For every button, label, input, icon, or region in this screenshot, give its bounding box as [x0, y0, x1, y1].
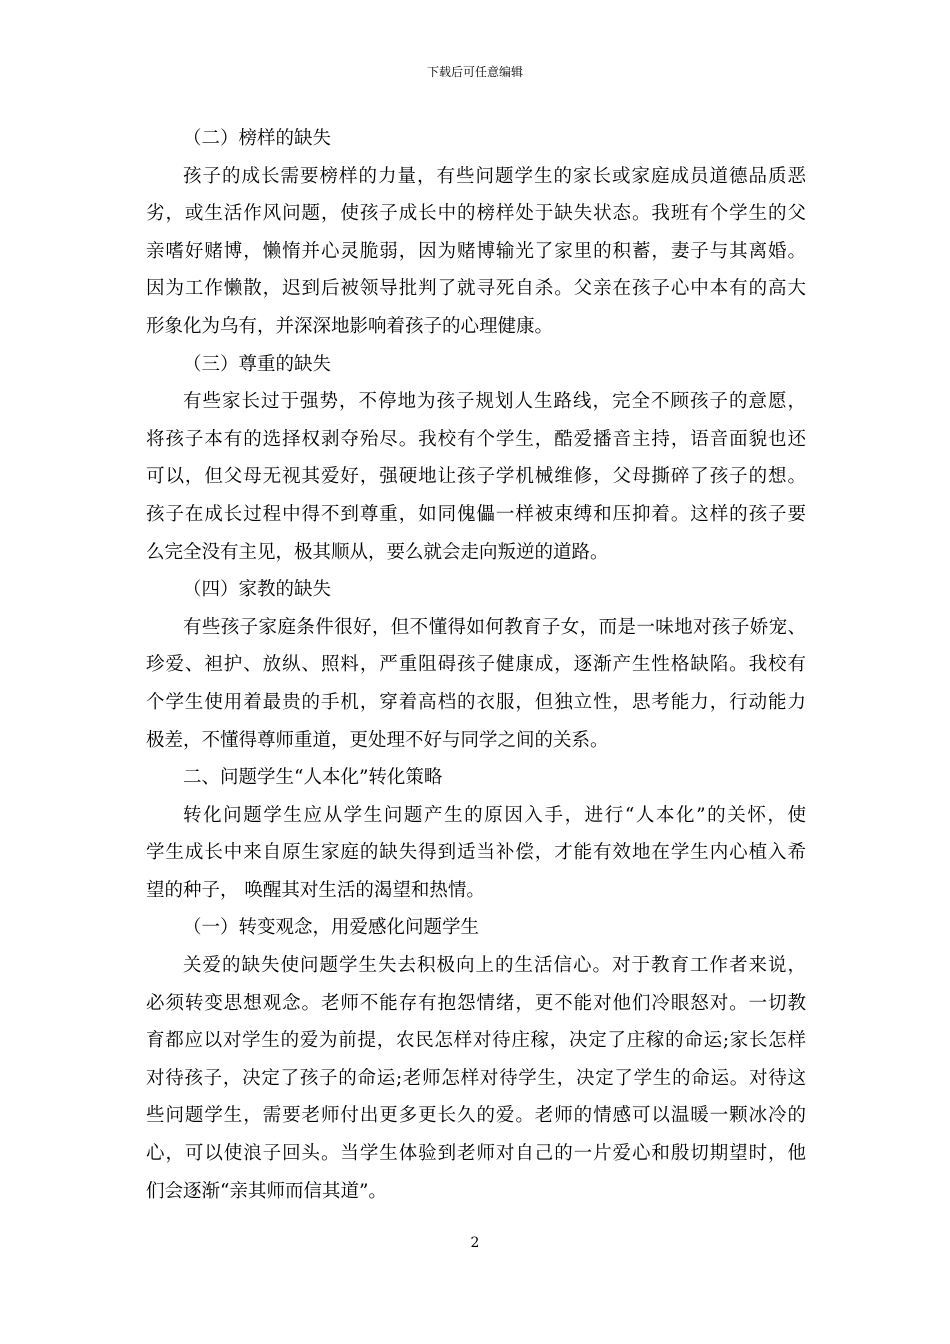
page-header: 下载后可任意编辑 [426, 65, 523, 79]
paragraph-line: 珍爱、袒护、放纵、照料，严重阻碍孩子健康成，逐渐产生性格缺陷。我校有 [146, 654, 806, 676]
section-heading-change-concept: （一）转变观念，用爱感化问题学生 [183, 917, 480, 939]
paragraph-line: 学生成长中来自原生家庭的缺失得到适当补偿，才能有效地在学生内心植入希 [146, 842, 806, 864]
paragraph-line: 关爱的缺失使问题学生失去积极向上的生活信心。对于教育工作者来说， [183, 955, 806, 977]
paragraph-line: 孩子的成长需要榜样的力量，有些问题学生的家长或家庭成员道德品质恶 [183, 165, 806, 187]
paragraph-line: 形象化为乌有，并深深地影响着孩子的心理健康。 [146, 315, 554, 337]
paragraph-line: 极差，不懂得尊师重道，更处理不好与同学之间的关系。 [146, 729, 609, 751]
page-number: 2 [470, 1235, 480, 1251]
paragraph-line: 有些孩子家庭条件很好，但不懂得如何教育子女，而是一味地对孩子娇宠、 [183, 616, 806, 638]
paragraph-line: 孩子在成长过程中得不到尊重，如同傀儡一样被束缚和压抑着。这样的孩子要 [146, 503, 806, 525]
paragraph-line: 有些家长过于强势，不停地为孩子规划人生路线，完全不顾孩子的意愿， [183, 391, 806, 413]
paragraph-line: 们会逐渐“亲其师而信其道”。 [146, 1180, 387, 1202]
paragraph-line: 因为工作懒散，迟到后被领导批判了就寻死自杀。父亲在孩子心中本有的高大 [146, 278, 806, 300]
section-heading-strategy: 二、问题学生“人本化”转化策略 [183, 767, 443, 789]
section-heading-role-model: （二）榜样的缺失 [183, 128, 332, 149]
paragraph-line: 些问题学生，需要老师付出更多更长久的爱。老师的情感可以温暖一颗冰冷的 [146, 1105, 806, 1127]
paragraph-line: 望的种子， 唤醒其对生活的渴望和热情。 [146, 879, 485, 901]
document-body [146, 120, 806, 1210]
paragraph-line: 劣，或生活作风问题，使孩子成长中的榜样处于缺失状态。我班有个学生的父 [146, 203, 806, 225]
paragraph-line: 育都应以对学生的爱为前提，农民怎样对待庄稼，决定了庄稼的命运;家长怎样 [146, 1030, 806, 1052]
paragraph-line: 个学生使用着最贵的手机，穿着高档的衣服，但独立性，思考能力，行动能力 [146, 691, 806, 713]
paragraph-line: 心，可以使浪子回头。当学生体验到老师对自己的一片爱心和殷切期望时，他 [146, 1143, 806, 1165]
paragraph-line: 转化问题学生应从学生问题产生的原因入手，进行“人本化”的关怀，使 [183, 804, 806, 826]
paragraph-line: 亲嗜好赌博，懒惰并心灵脆弱，因为赌博输光了家里的积蓄，妻子与其离婚。 [146, 240, 806, 262]
paragraph-line: 可以，但父母无视其爱好，强硬地让孩子学机械维修，父母撕碎了孩子的想。 [146, 466, 806, 488]
paragraph-line: 将孩子本有的选择权剥夺殆尽。我校有个学生，酷爱播音主持，语音面貌也还 [146, 428, 806, 450]
paragraph-line: 对待孩子，决定了孩子的命运;老师怎样对待学生，决定了学生的命运。对待这 [146, 1067, 806, 1089]
paragraph-line: 么完全没有主见，极其顺从，要么就会走向叛逆的道路。 [146, 541, 609, 563]
section-heading-family-education: （四）家教的缺失 [183, 579, 332, 601]
section-heading-respect: （三）尊重的缺失 [183, 353, 332, 375]
paragraph-line: 必须转变思想观念。老师不能存有抱怨情绪，更不能对他们冷眼怒对。一切教 [146, 992, 806, 1014]
